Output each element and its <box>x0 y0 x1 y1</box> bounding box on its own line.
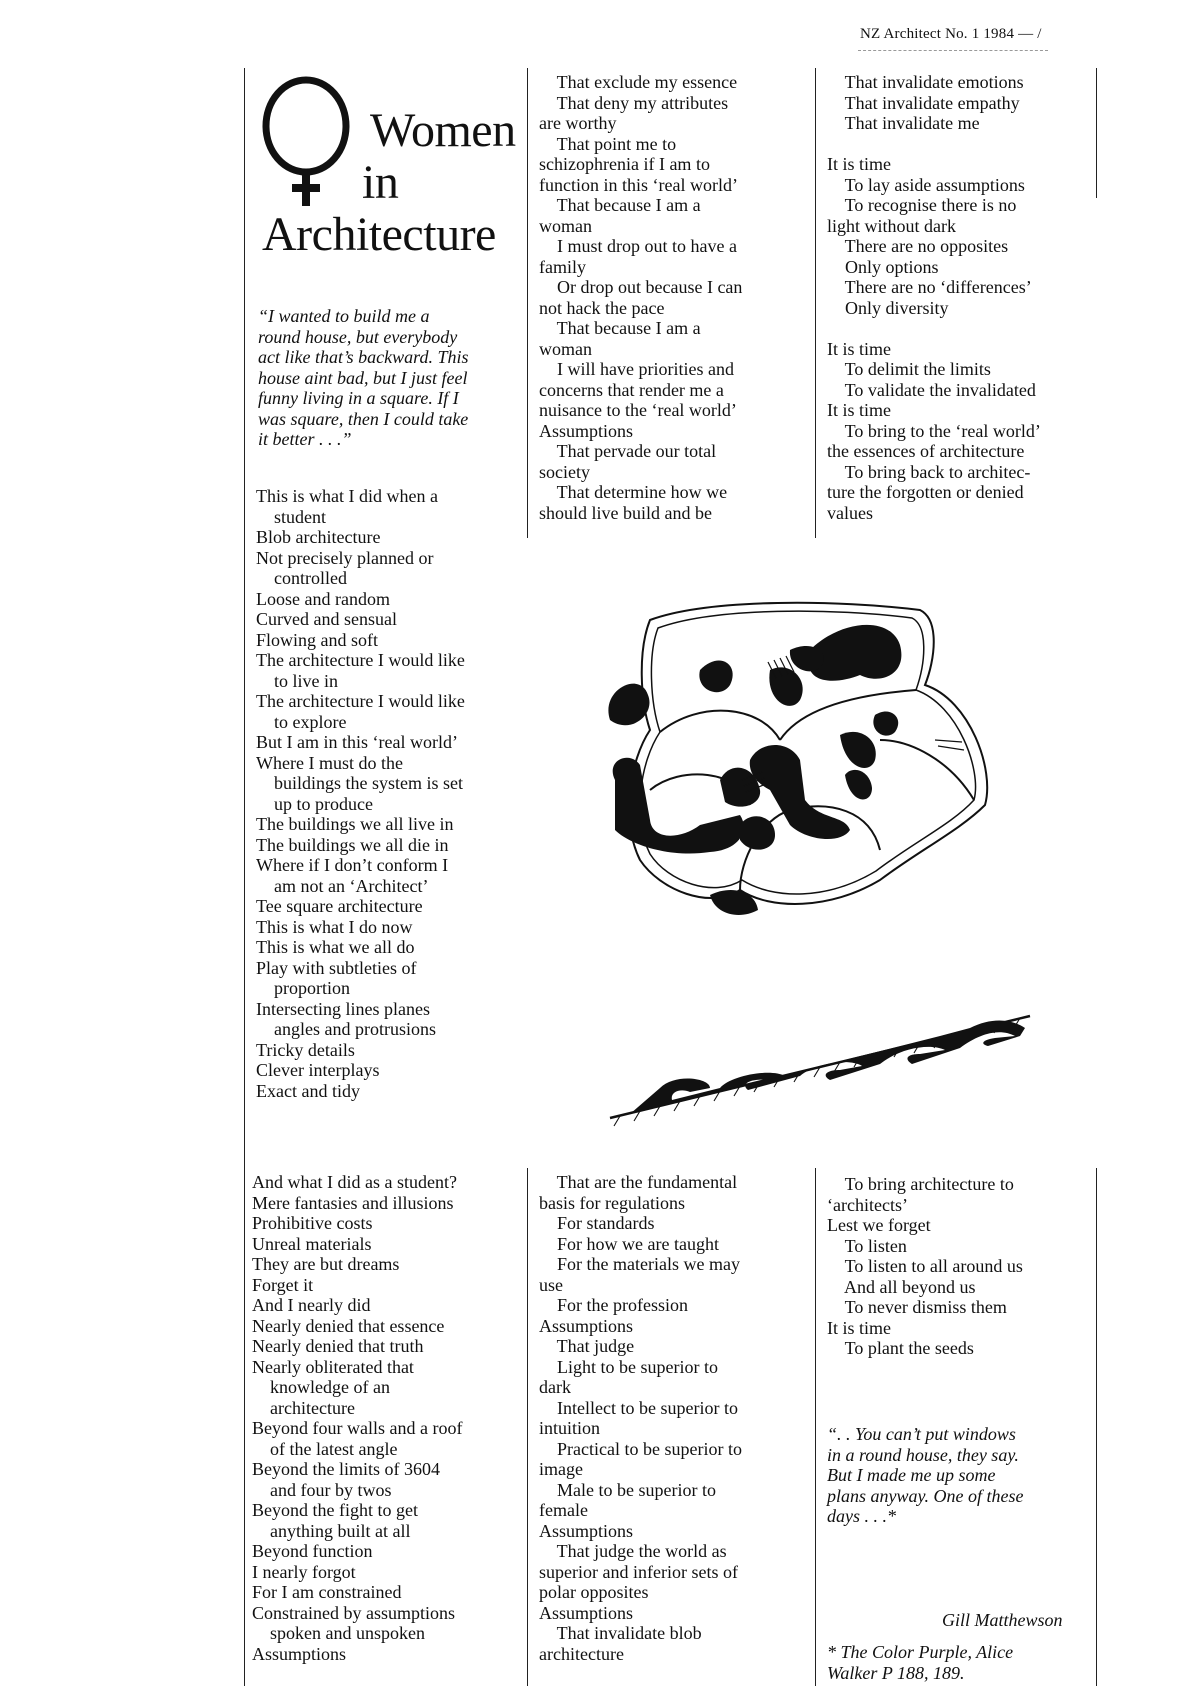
text-line: are worthy <box>539 113 617 133</box>
text-line: The architecture I would like <box>256 650 465 670</box>
text-line: To bring to the ‘real world’ <box>827 420 1041 441</box>
text-line: That because I am a <box>539 195 701 215</box>
text-line: The architecture I would like <box>256 691 465 711</box>
text-line: It is time <box>827 400 891 420</box>
text-line: Intersecting lines planes <box>256 998 430 1019</box>
text-line: values <box>827 502 873 523</box>
text-line: and four by twos <box>252 1479 392 1500</box>
text-line: polar opposites <box>539 1582 649 1602</box>
text-line: female <box>539 1500 588 1520</box>
text-line: light without dark <box>827 215 956 236</box>
text-line: nuisance to the ‘real world’ <box>539 400 737 420</box>
blob-house-floor-plan-drawing <box>590 590 1010 920</box>
text-line: Play with subtleties of <box>256 957 417 978</box>
column-rule-1 <box>527 68 528 538</box>
text-line: That invalidate blob <box>539 1623 702 1643</box>
text-line: to live in <box>256 670 338 691</box>
text-line: Tee square architecture <box>256 896 423 916</box>
text-line: For how we are taught <box>539 1233 719 1254</box>
column-rule-2 <box>815 68 816 538</box>
column-rule-right <box>1096 68 1097 198</box>
text-line: That invalidate emotions <box>827 72 1024 92</box>
quote-line: “I wanted to build me a <box>258 306 430 326</box>
column-rule-3 <box>527 1168 528 1686</box>
text-line: That because I am a <box>539 318 701 338</box>
text-line: Practical to be superior to <box>539 1438 742 1459</box>
text-line: To listen to all around us <box>827 1256 1023 1276</box>
footnote-line: * The Color Purple, Alice <box>827 1642 1014 1662</box>
text-line: Only diversity <box>827 297 949 318</box>
text-line: I nearly forgot <box>252 1561 356 1582</box>
text-line: But I am in this ‘real world’ <box>256 732 458 752</box>
text-line: Light to be superior to <box>539 1356 718 1377</box>
column-2-bottom <box>539 1172 742 1664</box>
text-line: It is time <box>827 1317 891 1338</box>
text-line: For I am constrained <box>252 1582 402 1602</box>
text-line: dark <box>539 1377 571 1397</box>
text-line: architecture <box>539 1643 624 1664</box>
text-line: For the profession <box>539 1295 688 1315</box>
text-line: proportion <box>256 978 350 998</box>
quote-line: But I made me up some <box>827 1465 996 1485</box>
text-line <box>827 318 1041 339</box>
text-line: I will have priorities and <box>539 359 734 379</box>
text-line: to explore <box>256 711 347 732</box>
text-line: The buildings we all live in <box>256 814 454 834</box>
text-line: architecture <box>252 1397 355 1418</box>
text-line: anything built at all <box>252 1520 411 1541</box>
text-line: Assumptions <box>539 1602 634 1623</box>
text-line: And what I did as a student? <box>252 1172 457 1192</box>
text-line: That pervade our total <box>539 441 717 461</box>
text-line: Intellect to be superior to <box>539 1397 738 1418</box>
text-line: To validate the invalidated <box>827 379 1036 400</box>
text-line: ‘architects’ <box>827 1194 908 1215</box>
title-word-architecture: Architecture <box>262 208 496 261</box>
text-line: And I nearly did <box>252 1295 371 1315</box>
text-line: am not an ‘Architect’ <box>256 875 429 896</box>
text-line: knowledge of an <box>252 1377 390 1397</box>
quote-line: in a round house, they say. <box>827 1444 1019 1465</box>
quote-line: was square, then I could take <box>258 408 469 429</box>
text-line: For standards <box>539 1213 655 1233</box>
text-line: Beyond function <box>252 1541 373 1561</box>
header-rule <box>858 50 1048 51</box>
text-line <box>827 134 1041 155</box>
quote-line: act like that’s backward. This <box>258 347 469 367</box>
text-line: They are but dreams <box>252 1254 400 1274</box>
text-line: The buildings we all die in <box>256 834 449 855</box>
column-3-top <box>827 72 1041 523</box>
text-line: Unreal materials <box>252 1233 372 1254</box>
quote-line: “. . You can’t put windows <box>827 1424 1016 1444</box>
text-line: That judge the world as <box>539 1541 727 1561</box>
column-rule-4 <box>815 1168 816 1686</box>
text-line: Or drop out because I can <box>539 277 743 297</box>
text-line: There are no ‘differences’ <box>827 277 1032 297</box>
quote-line: house aint bad, but I just feel <box>258 367 468 388</box>
text-line: Nearly denied that essence <box>252 1315 445 1336</box>
text-line: That point me to <box>539 133 677 154</box>
text-line: image <box>539 1459 583 1479</box>
text-line: Lest we forget <box>827 1215 931 1235</box>
text-line: woman <box>539 338 592 359</box>
text-line: superior and inferior sets of <box>539 1561 738 1582</box>
text-line: society <box>539 461 590 482</box>
text-line: That invalidate me <box>827 113 980 133</box>
column-rule-right-lower <box>1096 1168 1097 1686</box>
text-line: Nearly obliterated that <box>252 1356 414 1377</box>
text-line: Assumptions <box>539 1315 634 1336</box>
venus-symbol-icon <box>254 68 364 208</box>
title-word-in: in <box>362 156 399 209</box>
text-line: I must drop out to have a <box>539 236 737 256</box>
text-line: woman <box>539 215 592 236</box>
quote-line: it better . . .” <box>258 429 352 449</box>
text-line: That are the fundamental <box>539 1172 738 1192</box>
text-line: should live build and be <box>539 502 712 523</box>
text-line: To bring architecture to <box>827 1174 1014 1194</box>
text-line: This is what I did when a <box>256 486 438 506</box>
text-line: angles and protrusions <box>256 1019 436 1039</box>
footnote-line: Walker P 188, 189. <box>827 1662 965 1683</box>
text-line: Only options <box>827 256 939 277</box>
text-line: This is what we all do <box>256 937 415 957</box>
closing-quote <box>827 1424 1023 1527</box>
text-line: Where I must do the <box>256 752 403 773</box>
text-line: To lay aside assumptions <box>827 174 1025 195</box>
text-line: That invalidate empathy <box>827 92 1020 113</box>
text-line: intuition <box>539 1418 601 1438</box>
text-line: It is time <box>827 338 891 359</box>
text-line: not hack the pace <box>539 297 665 318</box>
text-line: family <box>539 256 586 277</box>
running-head: NZ Architect No. 1 1984 — / <box>860 26 1042 42</box>
text-line: Assumptions <box>252 1643 347 1664</box>
column-1-bottom <box>252 1172 462 1664</box>
text-line: Clever interplays <box>256 1060 380 1080</box>
text-line: concerns that render me a <box>539 379 724 400</box>
text-line: Where if I don’t conform I <box>256 855 449 875</box>
text-line: of the latest angle <box>252 1438 398 1459</box>
footnote <box>827 1642 1013 1683</box>
blob-house-hillside-section-drawing <box>600 988 1040 1128</box>
column-2-top <box>539 72 742 523</box>
text-line: That determine how we <box>539 482 728 502</box>
text-line: Prohibitive costs <box>252 1213 373 1233</box>
text-line: To listen <box>827 1235 907 1256</box>
text-line: the essences of architecture <box>827 441 1025 461</box>
text-line: For the materials we may <box>539 1254 740 1274</box>
text-line: spoken and unspoken <box>252 1623 425 1643</box>
text-line: That exclude my essence <box>539 72 738 92</box>
text-line: Nearly denied that truth <box>252 1336 424 1356</box>
column-rule-left <box>244 68 245 1686</box>
quote-line: funny living in a square. If I <box>258 388 459 408</box>
text-line: It is time <box>827 154 891 174</box>
author-signature: Gill Matthewson <box>942 1610 1063 1630</box>
text-line: To delimit the limits <box>827 359 991 379</box>
text-line: Male to be superior to <box>539 1479 716 1500</box>
text-line: buildings the system is set <box>256 773 463 793</box>
text-line: Curved and sensual <box>256 609 397 629</box>
text-line: up to produce <box>256 793 373 814</box>
text-line: schizophrenia if I am to <box>539 154 710 174</box>
text-line: There are no opposites <box>827 236 1009 256</box>
text-line: That deny my attributes <box>539 92 729 113</box>
text-line: To recognise there is no <box>827 195 1017 215</box>
quote-line: plans anyway. One of these <box>827 1485 1024 1506</box>
text-line: controlled <box>256 568 347 588</box>
text-line: basis for regulations <box>539 1192 685 1213</box>
text-line: Flowing and soft <box>256 629 379 650</box>
text-line: Beyond the fight to get <box>252 1500 418 1520</box>
text-line: To never dismiss them <box>827 1297 1007 1317</box>
text-line: Mere fantasies and illusions <box>252 1192 454 1213</box>
text-line: Assumptions <box>539 1520 634 1541</box>
text-line: This is what I do now <box>256 916 413 937</box>
title-word-women: Women <box>370 104 516 157</box>
text-line: And all beyond us <box>827 1276 976 1297</box>
text-line: Beyond the limits of 3604 <box>252 1459 440 1479</box>
text-line: Assumptions <box>539 420 634 441</box>
text-line: That judge <box>539 1336 635 1356</box>
quote-line: days . . .* <box>827 1506 896 1526</box>
text-line: function in this ‘real world’ <box>539 174 738 195</box>
text-line: Exact and tidy <box>256 1080 360 1101</box>
text-line: ture the forgotten or denied <box>827 482 1024 502</box>
text-line: Constrained by assumptions <box>252 1602 455 1623</box>
text-line: Beyond four walls and a roof <box>252 1418 463 1438</box>
text-line: use <box>539 1274 563 1295</box>
column-1-top <box>256 486 465 1101</box>
text-line: To plant the seeds <box>827 1338 974 1358</box>
column-3-bottom <box>827 1174 1023 1359</box>
text-line: Blob architecture <box>256 527 381 547</box>
text-line: To bring back to architec- <box>827 461 1031 482</box>
quote-line: round house, but everybody <box>258 326 458 347</box>
text-line: Loose and random <box>256 588 390 609</box>
text-line: student <box>256 506 326 527</box>
text-line: Not precisely planned or <box>256 547 434 568</box>
text-line: Tricky details <box>256 1039 355 1060</box>
text-line: Forget it <box>252 1274 314 1295</box>
epigraph-quote <box>258 306 469 450</box>
